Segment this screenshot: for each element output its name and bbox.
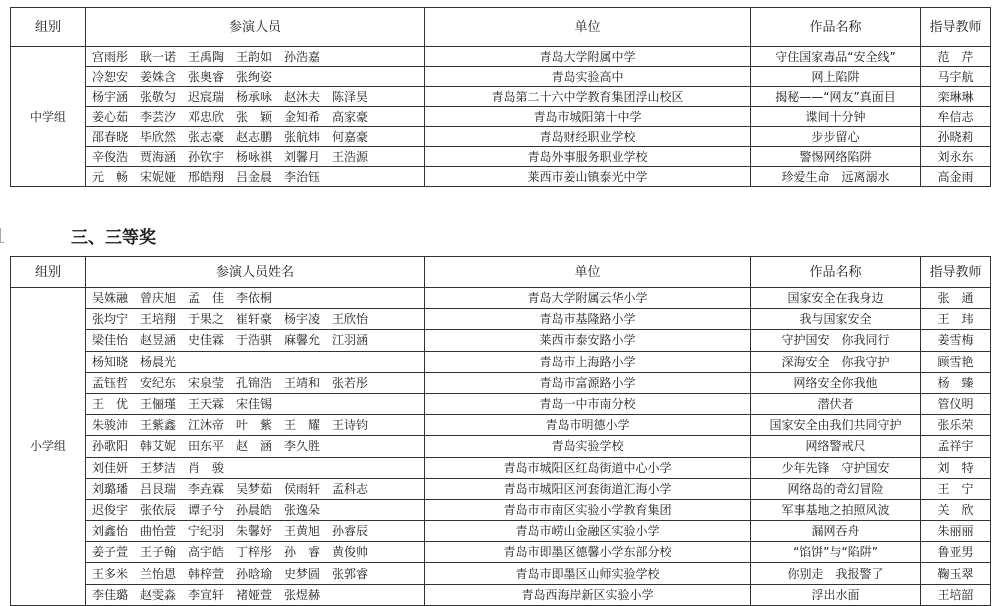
table-row [11,521,991,542]
section-heading: 三、三等奖 [71,228,156,248]
performers-cell: 张均宁 王培翔 于果之 崔轩豪 杨宇凌 王欣怡 [86,309,425,330]
performers-cell: 元 畅 宋妮娅 邢皓翔 吕金晨 李治钰 [86,167,425,187]
work-title-cell: 漏网吞舟 [751,521,921,542]
work-title-cell: 谍间十分钟 [751,107,921,127]
header-teacher: 指导教师 [921,257,991,288]
table-row [11,584,991,605]
work-title-cell: 军事基地之拍照风波 [751,499,921,520]
header-group: 组别 [11,8,86,47]
unit-cell: 青岛财经职业学校 [425,127,751,147]
unit-cell: 青岛市基隆路小学 [425,309,751,330]
work-title-cell: 国家安全在我身边 [751,288,921,309]
unit-cell: 青岛大学附属云华小学 [425,288,751,309]
table-row [11,167,991,187]
work-title-cell: 浮出水面 [751,584,921,605]
work-title-cell: 警惕网络陷阱 [751,147,921,167]
performers-cell: 朱骏沛 王紫鑫 江沐帝 叶 紫 王 耀 王诗钧 [86,415,425,436]
work-title-cell: 少年先锋 守护国安 [751,457,921,478]
teacher-cell: 王培韶 [921,584,991,605]
performers-cell: 吴姝融 曾庆旭 孟 佳 李依桐 [86,288,425,309]
unit-cell: 青岛西海岸新区实验小学 [425,584,751,605]
performers-cell: 刘璐璠 吕艮瑞 李垚霖 吴梦茹 侯雨轩 孟科志 [86,478,425,499]
work-title-cell: 网络警戒尺 [751,436,921,457]
teacher-cell: 张乐荣 [921,415,991,436]
work-title-cell: 步步留心 [751,127,921,147]
work-title-cell: 深海安全 你我守护 [751,351,921,372]
work-title-cell: 潜伏者 [751,393,921,414]
teacher-cell: 鞠玉翠 [921,563,991,584]
teacher-cell: 管仪明 [921,393,991,414]
table-row [11,478,991,499]
header-unit: 单位 [425,257,751,288]
table-row [11,127,991,147]
unit-cell: 青岛外事服务职业学校 [425,147,751,167]
unit-cell: 青岛市城阳第十中学 [425,107,751,127]
table-row [11,330,991,351]
table-row [11,563,991,584]
group-cell: 小学组 [11,288,86,606]
unit-cell: 青岛市城阳区河套街道汇海小学 [425,478,751,499]
work-title-cell: 你别走 我报警了 [751,563,921,584]
table-row [11,542,991,563]
unit-cell: 莱西市泰安路小学 [425,330,751,351]
table-header-row [11,257,991,288]
performers-cell: 迟俊宇 张依辰 谭子兮 孙晨皓 张逸朵 [86,499,425,520]
header-teacher: 指导教师 [921,8,991,47]
teacher-cell: 刘 特 [921,457,991,478]
performers-cell: 梁佳怡 赵昱涵 史佳霖 于浩骐 麻馨允 江羽涵 [86,330,425,351]
teacher-cell: 孙晓莉 [921,127,991,147]
table-row [11,87,991,107]
group-cell: 中学组 [11,47,86,187]
unit-cell: 青岛市即墨区德馨小学东部分校 [425,542,751,563]
performers-cell: 辛俊浩 贾海涵 孙钦宇 杨咏祺 刘馨月 王浩源 [86,147,425,167]
performers-cell: 孙歌阳 韩艾妮 田东平 赵 涵 李久胜 [86,436,425,457]
work-title-cell: 守护国安 你我同行 [751,330,921,351]
teacher-cell: 朱丽丽 [921,521,991,542]
teacher-cell: 栾琳琳 [921,87,991,107]
unit-cell: 青岛市即墨区山师实验学校 [425,563,751,584]
text-cursor-mark [0,228,4,243]
work-title-cell: 我与国家安全 [751,309,921,330]
table-row [11,393,991,414]
table-header-row [11,8,991,47]
performers-cell: 姜心茹 李芸汐 邓忠欣 张 颖 金知希 高家豪 [86,107,425,127]
work-title-cell: 网络安全你我他 [751,372,921,393]
teacher-cell: 王 玮 [921,309,991,330]
table-row [11,499,991,520]
work-title-cell: 揭秘——“网友”真面目 [751,87,921,107]
header-group: 组别 [11,257,86,288]
table-row [11,288,991,309]
header-performers: 参演人员 [86,8,425,47]
teacher-cell: 关 欣 [921,499,991,520]
unit-cell: 青岛市崂山金融区实验小学 [425,521,751,542]
teacher-cell: 高金雨 [921,167,991,187]
work-title-cell: 网络岛的奇幻冒险 [751,478,921,499]
unit-cell: 青岛实验高中 [425,67,751,87]
header-work-title: 作品名称 [751,257,921,288]
teacher-cell: 顾雪艳 [921,351,991,372]
teacher-cell: 王 宁 [921,478,991,499]
work-title-cell: “馅饼”与“陷阱” [751,542,921,563]
teacher-cell: 孟祥宇 [921,436,991,457]
table-row [11,351,991,372]
unit-cell: 青岛市城阳区红岛街道中心小学 [425,457,751,478]
unit-cell: 青岛一中市南分校 [425,393,751,414]
work-title-cell: 珍爱生命 远离溺水 [751,167,921,187]
work-title-cell: 国家安全由我们共同守护 [751,415,921,436]
performers-cell: 宫雨彤 耿一诺 王禹陶 王韵如 孙浩嘉 [86,47,425,67]
performers-cell: 杨知晓 杨晨光 [86,351,425,372]
unit-cell: 莱西市姜山镇泰光中学 [425,167,751,187]
work-title-cell: 网上陷阱 [751,67,921,87]
table-row [11,436,991,457]
performers-cell: 孟钰哲 安纪东 宋泉莹 孔锦浩 王靖和 张若彤 [86,372,425,393]
unit-cell: 青岛大学附属中学 [425,47,751,67]
table-row [11,372,991,393]
performers-cell: 刘鑫怡 曲怡萱 宁纪羽 朱馨妤 王黄旭 孙睿辰 [86,521,425,542]
performers-cell: 姜子萱 王子翰 高宇皓 丁梓彤 孙 睿 黄俊帅 [86,542,425,563]
unit-cell: 青岛市富源路小学 [425,372,751,393]
table-row [11,309,991,330]
table-row [11,47,991,67]
teacher-cell: 鲁亚男 [921,542,991,563]
table-row [11,107,991,127]
teacher-cell: 牟信志 [921,107,991,127]
performers-cell: 李佳璐 赵雯淼 李宣轩 褚娅萱 张煜赫 [86,584,425,605]
teacher-cell: 姜雪梅 [921,330,991,351]
unit-cell: 青岛市明德小学 [425,415,751,436]
performers-cell: 杨宇涵 张敬匀 迟宸瑞 杨承咏 赵沐夫 陈泽昊 [86,87,425,107]
table-row [11,457,991,478]
performers-cell: 邵春晓 毕欣然 张志豪 赵志鹏 张航炜 何嘉豪 [86,127,425,147]
performers-cell: 刘佳妍 王梦洁 肖 骏 [86,457,425,478]
table-row [11,415,991,436]
teacher-cell: 范 芹 [921,47,991,67]
header-performers: 参演人员姓名 [86,257,425,288]
header-work-title: 作品名称 [751,8,921,47]
middle-school-table [10,7,991,187]
teacher-cell: 杨 臻 [921,372,991,393]
work-title-cell: 守住国家毒品“安全线” [751,47,921,67]
table-row [11,147,991,167]
performers-cell: 王 优 王俪瑾 王天霖 宋佳锡 [86,393,425,414]
teacher-cell: 马宇航 [921,67,991,87]
unit-cell: 青岛第二十六中学教育集团浮山校区 [425,87,751,107]
header-unit: 单位 [425,8,751,47]
performers-cell: 冷恕安 姜姝含 张奥睿 张绚姿 [86,67,425,87]
unit-cell: 青岛实验学校 [425,436,751,457]
unit-cell: 青岛市上海路小学 [425,351,751,372]
teacher-cell: 张 通 [921,288,991,309]
primary-school-table [10,256,991,606]
teacher-cell: 刘永东 [921,147,991,167]
unit-cell: 青岛市市南区实验小学教育集团 [425,499,751,520]
table-row [11,67,991,87]
performers-cell: 王多米 兰怡恩 韩梓萱 孙晗瑜 史梦圆 张郭睿 [86,563,425,584]
